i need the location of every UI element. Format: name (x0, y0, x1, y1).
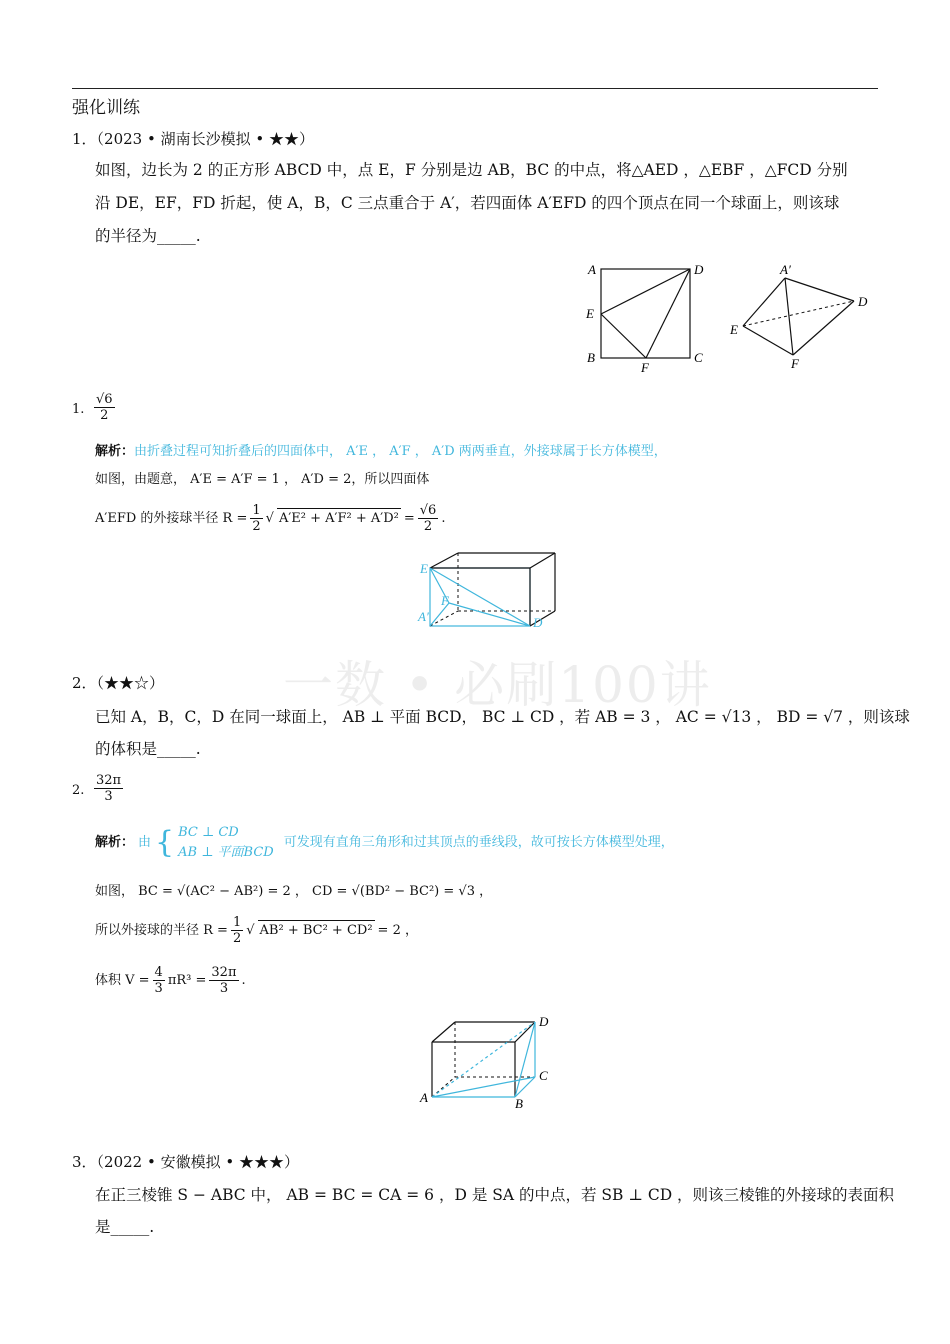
a2-line3-end: = 2 ， (377, 922, 418, 938)
a1-line3-result (418, 503, 439, 534)
a1-answer-den: 2 (100, 408, 109, 423)
label-F: F (641, 360, 649, 375)
label-A: A (588, 262, 596, 277)
q2-line-2: 的体积是_____. (95, 740, 201, 758)
a1-half-den: 2 (252, 519, 261, 534)
a2-brace-lines (178, 823, 274, 863)
a2-answer (94, 773, 123, 804)
a2-line4-end: . (241, 972, 246, 988)
label-E: E (586, 306, 594, 321)
a2-label-D: D (539, 1014, 549, 1029)
q1-square-figure (585, 262, 704, 375)
a1-label: 解析： (95, 444, 135, 459)
a1-line3-half (250, 503, 262, 534)
a1-line3-prefix: A′EFD 的外接球半径 R = (95, 510, 248, 526)
label-A-prime: A′ (780, 262, 791, 277)
a2-line3-sqrt: AB² + BC² + CD² (258, 920, 375, 941)
a2-line3-prefix: 所以外接球的半径 R = (95, 922, 228, 938)
a2-radical-sign: √ (246, 922, 255, 938)
a2-l4-num: 4 (154, 965, 163, 980)
a2-brace-icon: { (155, 825, 175, 860)
a2-half-den: 2 (232, 931, 242, 946)
a2-answer-den: 3 (104, 789, 113, 804)
a1-explain-line-3 (95, 503, 445, 534)
a1-radical-sign: √ (265, 510, 274, 526)
a1-label-D: D (533, 615, 543, 630)
q3-line-1: 在正三棱锥 S − ABC 中， AB = BC = CA = 6 ，D 是 SA 的中点，若 SB ⊥ CD ，则该三棱锥的外接球的表面积 (95, 1186, 895, 1204)
a1-explain-line-1 (95, 442, 667, 462)
a2-brace-line-1: BC ⊥ CD (178, 825, 239, 840)
a1-label-E: E (420, 561, 428, 576)
a2-line4-result (209, 965, 238, 996)
a2-brace-pre: 由 (138, 835, 152, 850)
a1-box-figure (415, 548, 565, 634)
a1-explain-line-2: 如图，由题意， A′E = A′F = 1 ， A′D = 2，所以四面体 (95, 472, 430, 487)
a2-label-A: A (420, 1090, 428, 1105)
a2-l4-res-den: 3 (219, 981, 229, 996)
a2-label: 解析： (95, 835, 135, 850)
a1-number: 1. (72, 402, 85, 417)
a1-line3-eq: = (403, 510, 415, 526)
a2-explain-line-3 (95, 915, 418, 946)
section-title: 强化训练 (72, 98, 140, 118)
q1-line-3: 的半径为_____. (95, 227, 201, 245)
q2-header: 2．（★★☆） (72, 674, 165, 692)
a2-line3-half (231, 915, 243, 946)
label-C: C (694, 350, 703, 365)
a2-l4-den: 3 (154, 981, 163, 996)
a2-explain-line-1 (95, 823, 674, 863)
a2-line4-prefix: 体积 V = (95, 972, 150, 988)
a1-label-F: F (441, 593, 449, 608)
top-rule (72, 88, 878, 89)
a2-number: 2. (72, 783, 85, 798)
q2-line-1: 已知 A，B，C，D 在同一球面上， AB ⊥ 平面 BCD， BC ⊥ CD ，若 AB = 3 ， AC = √13 ， BD = √7 ，则该球 (95, 708, 910, 726)
watermark: 一数 • 必刷100讲 (283, 656, 712, 714)
a2-half-num: 1 (232, 915, 242, 930)
q3-line-2: 是_____. (95, 1218, 155, 1236)
a1-answer-num: √6 (96, 392, 113, 407)
label-D: D (694, 262, 704, 277)
q1-header: 1．（2023 • 湖南长沙模拟 • ★★） (72, 130, 314, 148)
q3-header: 3．（2022 • 安徽模拟 • ★★★） (72, 1153, 299, 1171)
a1-label-A-prime: A′ (418, 609, 429, 624)
a2-l4-res-num: 32π (211, 965, 237, 980)
a2-explain-line-2: 如图， BC = √(AC² − AB²) = 2 ， CD = √(BD² − BC²) = √3 ， (95, 884, 493, 899)
a2-brace-line-2: AB ⊥ 平面BCD (178, 845, 274, 860)
a2-label-C: C (539, 1068, 548, 1083)
a1-res-num: √6 (419, 503, 437, 518)
label-F2: F (791, 356, 799, 371)
a2-answer-num: 32π (96, 773, 122, 788)
a2-explain-line-4 (95, 965, 246, 996)
a1-line-1-text: 由折叠过程可知折叠后的四面体中， A′E ， A′F ， A′D 两两垂直，外接球属于长方体模型， (134, 444, 667, 459)
a1-res-den: 2 (423, 519, 433, 534)
q1-line-1: 如图，边长为 2 的正方形 ABCD 中，点 E，F 分别是边 AB，BC 的中点，将△AED ，△EBF ，△FCD 分别 (95, 161, 848, 179)
a2-label-B: B (515, 1096, 523, 1111)
a2-line4-mid: πR³ = (167, 972, 207, 988)
a1-line3-end: . (441, 510, 446, 526)
label-D2: D (858, 294, 868, 309)
a2-box-figure (415, 1012, 565, 1112)
label-B: B (587, 350, 595, 365)
q1-tetra-figure (729, 262, 868, 371)
a2-brace-post: 可发现有直角三角形和过其顶点的垂线段，故可按长方体模型处理， (283, 835, 674, 850)
label-E2: E (730, 322, 738, 337)
a1-half-num: 1 (252, 503, 261, 518)
a2-line4-frac (153, 965, 165, 996)
q1-line-2: 沿 DE，EF，FD 折起，使 A，B，C 三点重合于 A′，若四面体 A′EFD 的四个顶点在同一个球面上，则该球 (95, 194, 840, 212)
q1-figures (580, 258, 880, 380)
a1-line3-sqrt: A′E² + A′F² + A′D² (277, 508, 401, 529)
a1-answer (94, 392, 115, 423)
